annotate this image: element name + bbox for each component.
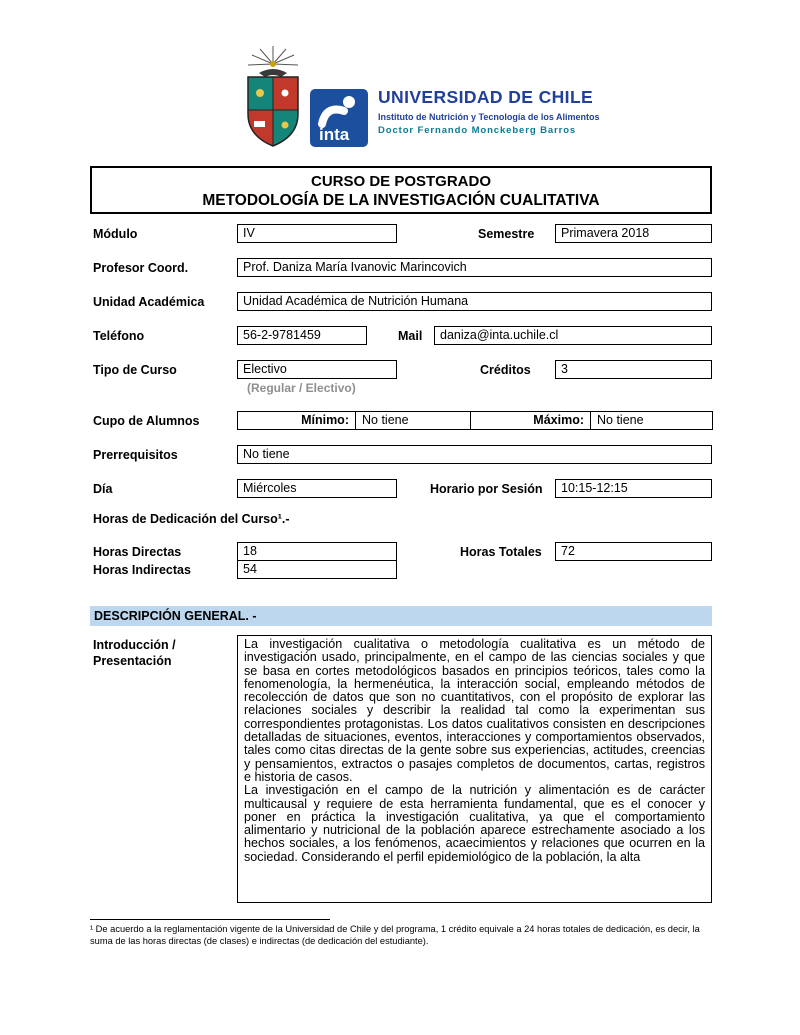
cupo-minimo-label: Mínimo: — [237, 411, 356, 430]
intro-label-line2: Presentación — [93, 654, 172, 668]
tipo-curso-hint: (Regular / Electivo) — [247, 381, 356, 395]
telefono-label: Teléfono — [93, 329, 145, 343]
inta-logo-text: inta — [319, 125, 350, 144]
semestre-label: Semestre — [478, 227, 535, 241]
course-title-line1: CURSO DE POSTGRADO — [310, 173, 491, 190]
cupo-label: Cupo de Alumnos — [93, 414, 200, 428]
semestre-value-box: Primavera 2018 — [555, 224, 712, 243]
prerrequisitos-label: Prerrequisitos — [93, 448, 178, 462]
tipo-curso-value-box: Electivo — [237, 360, 397, 379]
creditos-value-box: 3 — [555, 360, 712, 379]
director-name: Doctor Fernando Monckeberg Barros — [378, 125, 577, 136]
profesor-label: Profesor Coord. — [93, 261, 189, 275]
footnote-text: ¹ De acuerdo a la reglamentación vigente de la Universidad de Chile y del programa, 1 crédito equivale a 24 horas totales de dedicación, es decir, la suma de las horas directas (de clases) e indirectas (de dedicación del estudiante). — [90, 924, 700, 946]
horas-totales-value-box: 72 — [555, 542, 712, 561]
cupo-maximo-label: Máximo: — [470, 411, 591, 430]
profesor-value-box: Prof. Daniza María Ivanovic Marincovich — [237, 258, 712, 277]
dia-value-box: Miércoles — [237, 479, 397, 498]
intro-text-box — [237, 635, 712, 903]
horas-directas-label: Horas Directas — [93, 545, 182, 559]
footnote-rule — [90, 919, 330, 920]
cupo-minimo-value: No tiene — [355, 411, 471, 430]
creditos-label: Créditos — [480, 363, 531, 377]
horario-value-box: 10:15-12:15 — [555, 479, 712, 498]
institute-name: Instituto de Nutrición y Tecnología de los Alimentos — [378, 112, 600, 122]
section-header-descripcion-general: DESCRIPCIÓN GENERAL. - — [90, 606, 712, 626]
course-title-line2: METODOLOGÍA DE LA INVESTIGACIÓN CUALITATIVA — [202, 192, 600, 209]
dia-label: Día — [93, 482, 113, 496]
horas-indirectas-value-box: 54 — [237, 560, 397, 579]
modulo-value-box: IV — [237, 224, 397, 243]
university-name: UNIVERSIDAD DE CHILE — [378, 87, 594, 107]
inta-logo — [310, 89, 368, 147]
dedicacion-heading: Horas de Dedicación del Curso¹.- — [93, 512, 290, 526]
intro-label-line1: Introducción / — [93, 638, 176, 652]
unidad-label: Unidad Académica — [93, 295, 205, 309]
cupo-maximo-value: No tiene — [590, 411, 713, 430]
unidad-value-box: Unidad Académica de Nutrición Humana — [237, 292, 712, 311]
horas-totales-label: Horas Totales — [460, 545, 542, 559]
intro-paragraph-2: La investigación en el campo de la nutrición y alimentación es de carácter multicausal y requiere de esta herramienta fundamental, que es el conocer y poner en práctica la investigación cualitativa, ya que el comportamiento alimentario y nutricional de la población aparece estrechamente asociado a los hechos sociales, a los fenómenos, acaecimientos y relaciones que ocurren en la sociedad. Considerando el perfil epidemiológico de la población, la alta — [244, 783, 705, 864]
mail-label: Mail — [398, 329, 423, 343]
mail-value-box: daniza@inta.uchile.cl — [434, 326, 712, 345]
intro-paragraph-1: La investigación cualitativa o metodología cualitativa es un método de investigación usado, principalmente, en el campo de las ciencias sociales y que se basa en cortes metodológicos basados en principios teóricos, tales como la fenomenología, la hermenéutica, la interacción social, empleando métodos de recolección de datos que son no cuantitativos, con el propósito de explorar las relaciones sociales y describir la realidad tal como la experimentan sus correspondientes protagonistas. Los datos cualitativos consisten en descripciones detalladas de situaciones, eventos, interacciones y comportamientos observados, tales como citas directas de la gente sobre sus experiencias, actitudes, creencias y pensamientos, extractos o pasajes completos de documentos, cartas, registros e historia de casos. — [244, 637, 705, 784]
uchile-crest-logo — [240, 44, 306, 152]
course-title-box — [90, 166, 712, 214]
horas-indirectas-label: Horas Indirectas — [93, 563, 191, 577]
telefono-value-box: 56-2-9781459 — [237, 326, 367, 345]
prerrequisitos-value-box: No tiene — [237, 445, 712, 464]
horas-directas-value-box: 18 — [237, 542, 397, 561]
modulo-label: Módulo — [93, 227, 138, 241]
tipo-curso-label: Tipo de Curso — [93, 363, 177, 377]
cupo-table — [237, 411, 713, 430]
horario-label: Horario por Sesión — [430, 482, 543, 496]
